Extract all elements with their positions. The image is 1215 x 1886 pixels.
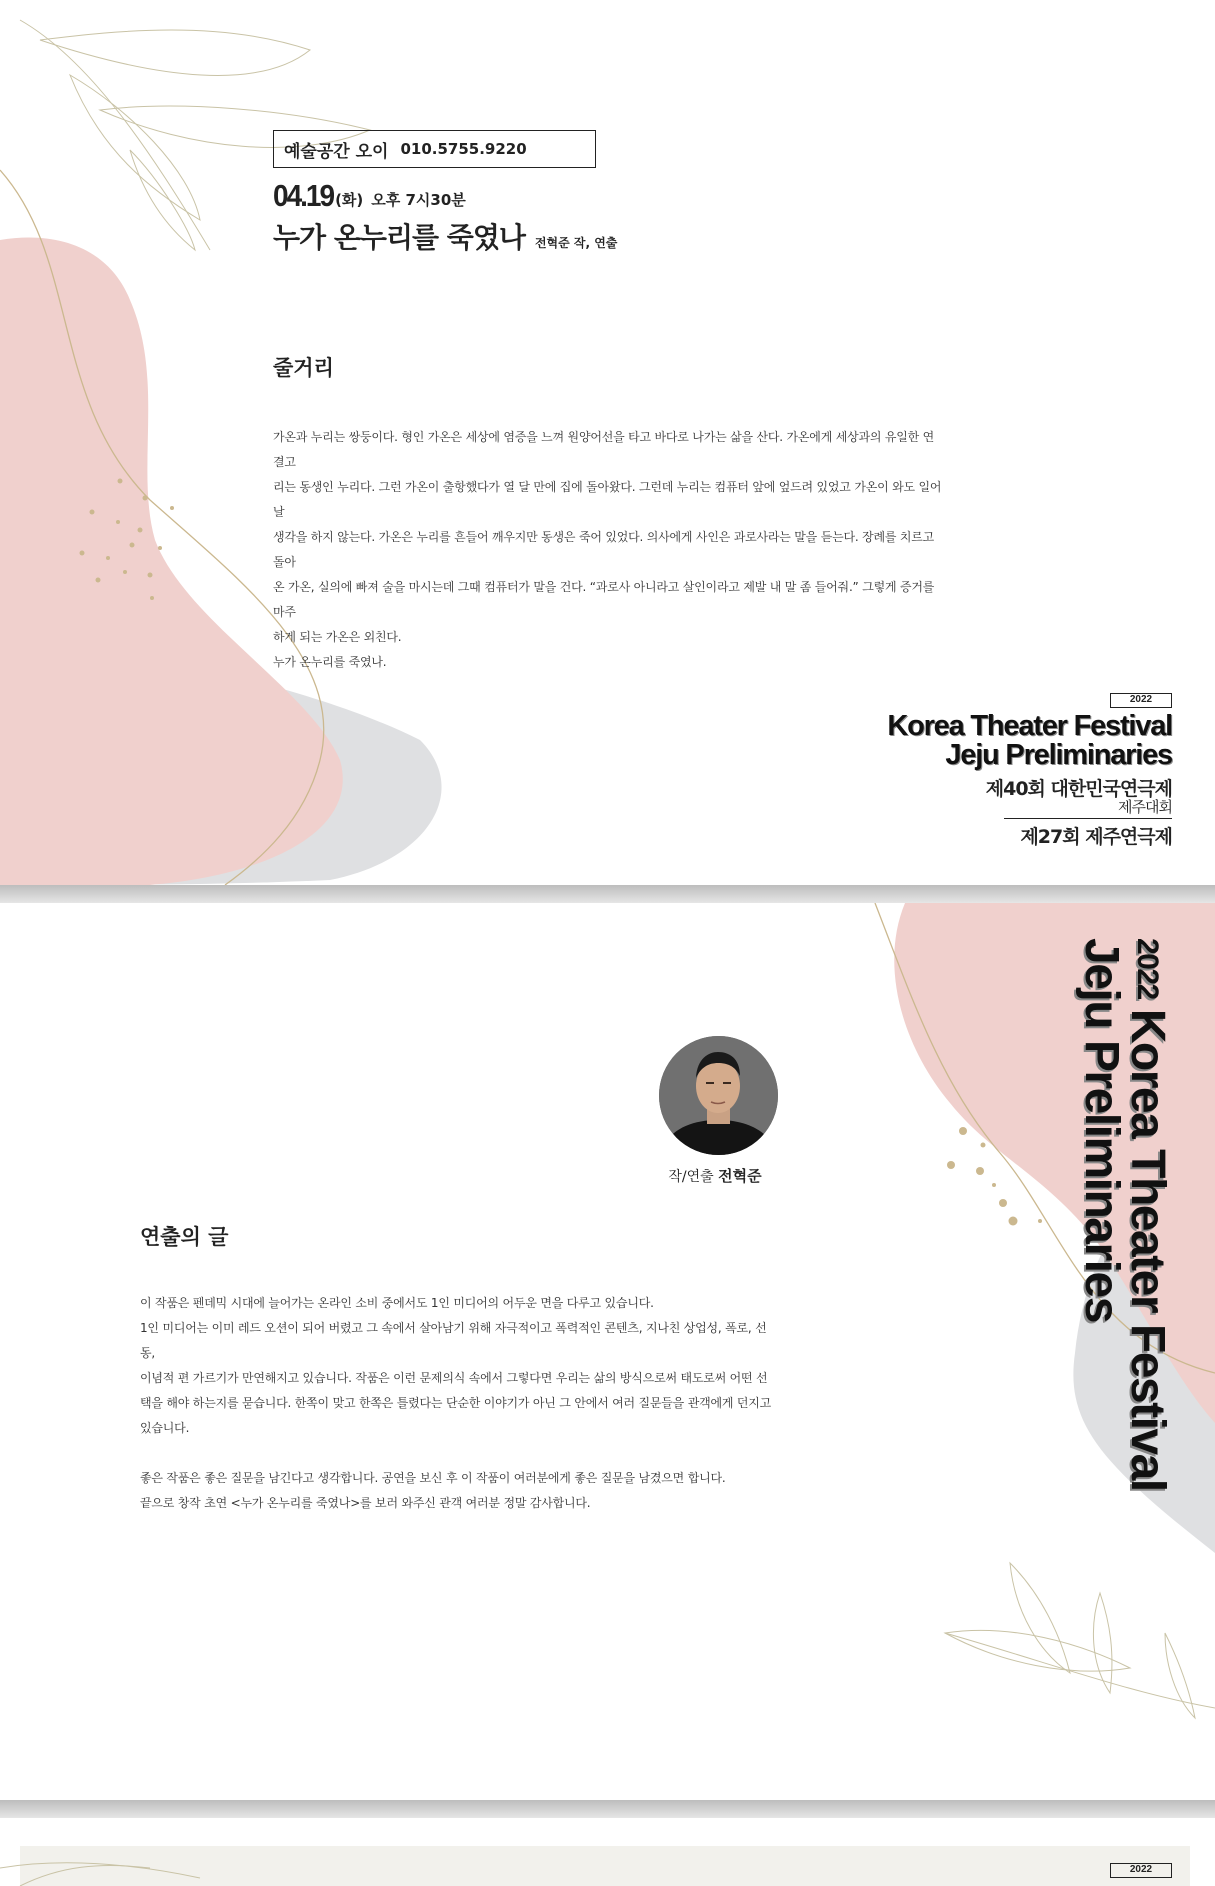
play-credit: 전혁준 작, 연출 — [534, 236, 618, 250]
director-note-heading: 연출의 글 — [140, 1225, 229, 1249]
festival-korean-local: 제27회 제주연극제 — [1020, 826, 1172, 848]
note-line: 있습니다. — [140, 1421, 190, 1435]
page-separator — [0, 1800, 1215, 1818]
note-line: 1인 미디어는 이미 레드 오션이 되어 버렸고 그 속에서 살아남기 위해 자극적이고 폭력적인 콘텐츠, 지나친 상업성, 폭로, 선동, — [140, 1321, 767, 1360]
page3-decoration — [0, 1818, 1215, 1886]
page3-year-badge: 2022 — [1110, 1863, 1172, 1878]
performance-date: 04.19 — [273, 178, 334, 213]
festival-korean-sub: 제주대회 — [1118, 798, 1172, 816]
note-line: 택을 해야 하는지를 묻습니다. 한쪽이 맞고 한쪽은 틀렸다는 단순한 이야기가 아닌 그 안에서 여러 질문들을 관객에게 던지고 — [140, 1396, 772, 1410]
synopsis-body — [273, 425, 943, 675]
festival-divider — [1004, 818, 1172, 819]
note-line: 이 작품은 펜데믹 시대에 늘어가는 온라인 소비 중에서도 1인 미디어의 어두운 면을 다루고 있습니다. — [140, 1296, 654, 1310]
festival-english-line2: Jeju Preliminaries — [945, 739, 1172, 771]
paragraph-gap — [140, 1441, 780, 1466]
synopsis-line: 가온과 누리는 쌍둥이다. 형인 가온은 세상에 염증을 느껴 원양어선을 타고 바다로 나가는 삶을 산다. 가온에게 세상과의 유일한 연결고 — [273, 430, 935, 469]
director-role: 작/연출 — [668, 1169, 714, 1185]
festival-english-title — [887, 712, 1172, 770]
page-1 — [0, 0, 1215, 885]
note-line: 이념적 편 가르기가 만연해지고 있습니다. 작품은 이런 문제의식 속에서 그렇다면 우리는 삶의 방식으로써 태도로써 어떤 선 — [140, 1371, 768, 1385]
synopsis-heading: 줄거리 — [273, 356, 334, 380]
vertical-line2: Jeju Preliminaries — [1075, 938, 1128, 1322]
performance-day: (화) — [335, 191, 364, 209]
page-2 — [0, 903, 1215, 1800]
synopsis-line: 리는 동생인 누리다. 그런 가온이 출항했다가 열 달 만에 집에 돌아왔다. 그런데 누리는 컴퓨터 앞에 엎드려 있었고 가온이 와도 일어날 — [273, 480, 942, 519]
venue-phone: 010.5755.9220 — [400, 140, 527, 158]
vertical-festival-title — [1075, 938, 1174, 1491]
director-portrait — [659, 1036, 778, 1155]
person-photo-icon — [659, 1036, 778, 1155]
play-title: 누가 온누리를 죽였나 — [273, 221, 525, 254]
play-title-line — [273, 216, 617, 256]
venue-name: 예술공간 오이 — [284, 141, 389, 162]
venue-box — [273, 130, 596, 168]
director-caption — [610, 1165, 820, 1186]
director-name: 전혁준 — [718, 1167, 762, 1185]
performance-time: 오후 7시30분 — [371, 191, 466, 209]
page-3 — [0, 1818, 1215, 1886]
festival-korean-title: 제40회 대한민국연극제 — [985, 778, 1172, 800]
page-separator — [0, 885, 1215, 903]
director-note-body — [140, 1291, 780, 1516]
performance-datetime — [273, 180, 466, 212]
synopsis-line: 온 가온, 실의에 빠져 술을 마시는데 그때 컴퓨터가 말을 건다. “과로사 아니라고 살인이라고 제발 내 말 좀 들어줘.” 그렇게 증거를 마주 — [273, 580, 935, 619]
vertical-line1: Korea Theater Festival — [1121, 1008, 1174, 1491]
festival-korean-main — [985, 774, 1172, 816]
festival-year-badge: 2022 — [1110, 693, 1172, 708]
synopsis-line: 하게 되는 가온은 외친다. — [273, 630, 402, 644]
note-line: 끝으로 창작 초연 <누가 온누리를 죽였나>를 보러 와주신 관객 여러분 정말 감사합니다. — [140, 1496, 591, 1510]
festival-english-line1: Korea Theater Festival — [887, 710, 1172, 742]
note-line: 좋은 작품은 좋은 질문을 남긴다고 생각합니다. 공연을 보신 후 이 작품이 여러분에게 좋은 질문을 남겼으면 합니다. — [140, 1471, 726, 1485]
synopsis-line: 누가 온누리를 죽였나. — [273, 655, 387, 669]
vertical-year: 2022 — [1131, 938, 1164, 999]
leaf-branch — [945, 1563, 1215, 1718]
synopsis-line: 생각을 하지 않는다. 가온은 누리를 흔들어 깨우지만 동생은 죽어 있었다. 의사에게 사인은 과로사라는 말을 듣는다. 장례를 치르고 돌아 — [273, 530, 935, 569]
